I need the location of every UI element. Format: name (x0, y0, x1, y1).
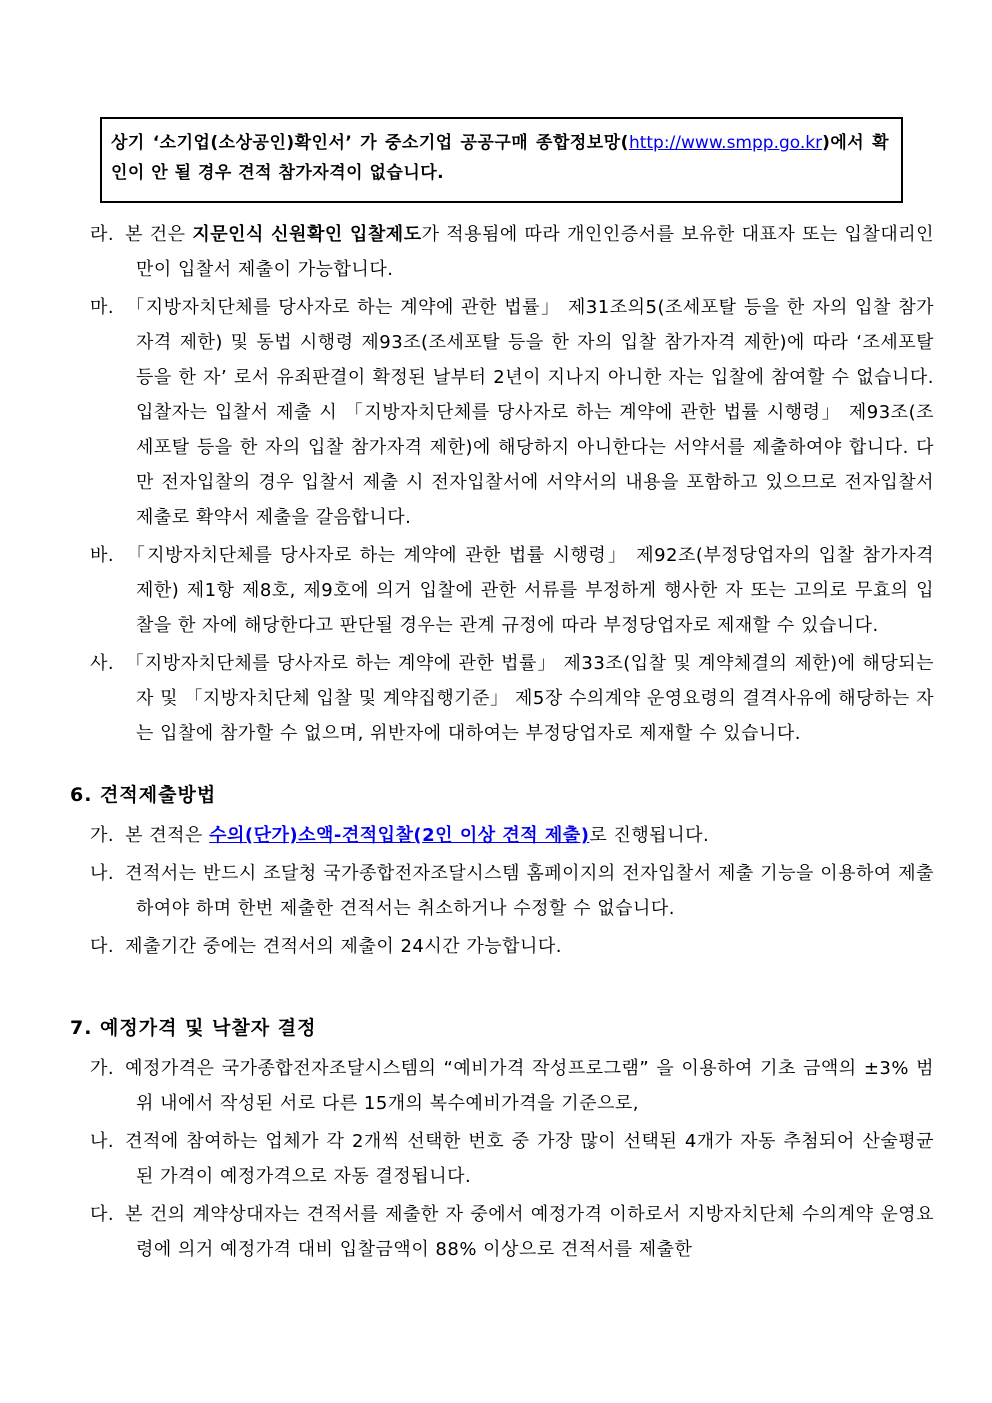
item-ra-text-pre: 본 건은 (125, 224, 193, 245)
section-6-title: 6. 견적제출방법 (70, 784, 217, 806)
notice-box (100, 117, 903, 203)
list-item-ba (90, 538, 934, 643)
section7-item-na-label: 나. (90, 1131, 115, 1152)
section6-item-ga (90, 818, 934, 853)
section6-item-na-text: 견적서는 반드시 조달청 국가종합전자조달시스템 홈페이지의 전자입찰서 제출 기능을 이용하여 제출하여야 하며 한번 제출한 견적서는 취소하거나 수정할 수 없습니다. (125, 863, 934, 919)
section7-item-da (90, 1197, 934, 1267)
section7-item-da-label: 다. (90, 1204, 115, 1225)
item-sa-text: 「지방자치단체를 당사자로 하는 계약에 관한 법률」 제33조(입찰 및 계약체결의 제한)에 해당되는 자 및 「지방자치단체 입찰 및 계약집행기준」 제5장 수의계약 운영요령의 결격사유에 해당하는 자는 입찰에 참가할 수 없으며, 위반자에 대하여는 부정당업자로 제재할 수 있습니다. (125, 653, 934, 744)
item-label-ra: 라. (90, 224, 115, 245)
bid-method-link[interactable]: 수의(단가)소액-견적입찰(2인 이상 견적 제출) (209, 825, 590, 846)
section7-item-ga-text: 예정가격은 국가종합전자조달시스템의 “예비가격 작성프로그램” 을 이용하여 기초 금액의 ±3% 범위 내에서 작성된 서로 다른 15개의 복수예비가격을 기준으로, (125, 1058, 934, 1114)
item-ra-text-post: 가 적용됨에 따라 개인인증서를 보유한 대표자 또는 입찰대리인만이 입찰서 제출이 가능합니다. (136, 224, 934, 280)
smpp-url-link[interactable]: http://www.smpp.go.kr (628, 133, 823, 153)
item-label-ba: 바. (90, 545, 115, 566)
notice-text-pre: 상기 ‘소기업(소상공인)확인서’ 가 중소기업 공공구매 종합정보망( (111, 133, 629, 153)
section-7-title: 7. 예정가격 및 낙찰자 결정 (70, 1017, 317, 1039)
item-label-sa: 사. (90, 653, 115, 674)
item-label-ma: 마. (90, 297, 115, 318)
section7-item-ga (90, 1051, 934, 1121)
section6-item-ga-post: 로 진행됩니다. (589, 825, 710, 846)
section7-item-na-text: 견적에 참여하는 업체가 각 2개씩 선택한 번호 중 가장 많이 선택된 4개가 자동 추첨되어 산술평균 된 가격이 예정가격으로 자동 결정됩니다. (125, 1131, 934, 1187)
list-item-ra (90, 217, 934, 287)
section6-item-da (90, 929, 934, 964)
section6-item-ga-pre: 본 견적은 (125, 825, 210, 846)
item-ra-text-bold: 지문인식 신원확인 입찰제도 (192, 224, 422, 245)
section6-item-da-text: 제출기간 중에는 견적서의 제출이 24시간 가능합니다. (125, 936, 563, 957)
item-ba-text: 「지방자치단체를 당사자로 하는 계약에 관한 법률 시행령」 제92조(부정당업자의 입찰 참가자격 제한) 제1항 제8호, 제9호에 의거 입찰에 관한 서류를 부정하게 행사한 자 또는 고의로 무효의 입찰을 한 자에 해당한다고 판단될 경우는 관계 규정에 따라 부정당업자로 제재할 수 있습니다. (125, 545, 934, 636)
section7-item-da-text: 본 건의 계약상대자는 견적서를 제출한 자 중에서 예정가격 이하로서 지방자치단체 수의계약 운영요령에 의거 예정가격 대비 입찰금액이 88% 이상으로 견적서를 제출한 (125, 1204, 934, 1260)
list-item-sa (90, 646, 934, 751)
notice-text-post: )에서 확인이 안 될 경우 견적 참가자격이 없습니다. (111, 133, 889, 183)
item-ma-text: 「지방자치단체를 당사자로 하는 계약에 관한 법률」 제31조의5(조세포탈 등을 한 자의 입찰 참가자격 제한) 및 동법 시행령 제93조(조세포탈 등을 한 자의 입찰 참가자격 제한)에 따라 ‘조세포탈 등을 한 자’ 로서 유죄판결이 확정된 날부터 2년이 지나지 아니한 자는 입찰에 참여할 수 없습니다. 입찰자는 입찰서 제출 시 「지방자치단체를 당사자로 하는 계약에 관한 법률 시행령」 제93조(조세포탈 등을 한 자의 입찰 참가자격 제한)에 해당하지 아니한다는 서약서를 제출하여야 합니다. 다만 전자입찰의 경우 입찰서 제출 시 전자입찰서에 서약서의 내용을 포함하고 있으므로 전자입찰서 제출로 확약서 제출을 갈음합니다. (125, 297, 934, 528)
document-body (0, 217, 992, 1267)
section6-item-da-label: 다. (90, 936, 115, 957)
section7-item-na (90, 1124, 934, 1194)
section6-item-ga-label: 가. (90, 825, 115, 846)
section7-item-ga-label: 가. (90, 1058, 115, 1079)
section6-item-na-label: 나. (90, 863, 115, 884)
section6-item-na (90, 856, 934, 926)
list-item-ma (90, 290, 934, 535)
